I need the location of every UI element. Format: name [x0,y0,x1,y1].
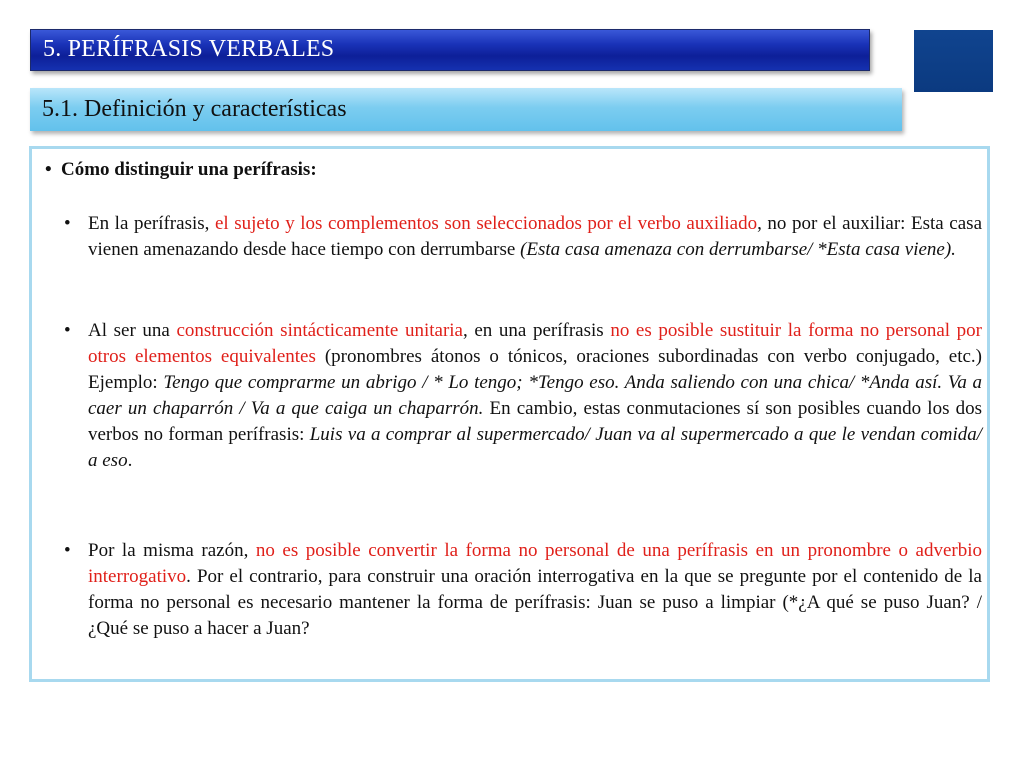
p2-text-a: Al ser una [88,320,177,341]
content-box [29,146,990,682]
paragraph-2 [64,318,983,474]
p3-highlight: no es posible convertir la forma no personal de una perífrasis en un pronombre o adverbio interrogativo [88,540,982,587]
p3-text-a: Por la misma razón, [88,540,256,561]
title-bar [30,29,870,71]
p3-text-c: . Por el contrario, para construir una oración interrogativa en la que se pregunte por el contenido de la forma no personal es necesario mantener la forma de perífrasis: Juan se puso a limpiar (*¿A qué se puso Juan? / ¿Qué se puso a hacer a Juan? [88,566,982,639]
p1-text-a: En la perífrasis, [88,213,215,234]
p2-example-1: Tengo que comprarme un abrigo / * Lo tengo; *Tengo eso. Anda saliendo con una chica/ *Anda así. Va a caer un chaparrón / Va a que caiga un chaparrón. [88,372,982,419]
accent-square [914,30,993,92]
slide-subtitle: 5.1. Definición y características [42,96,347,122]
paragraph-1 [64,211,982,263]
section-heading [45,159,317,181]
heading-text: Cómo distinguir una perífrasis: [61,159,317,180]
p1-example: (Esta casa amenaza con derrumbarse/ *Esta casa viene). [520,239,956,260]
p2-highlight-2: no es posible sustituir la forma no personal por otros elementos equivalentes [88,320,983,367]
p1-highlight: el sujeto y los complementos son seleccionados por el verbo auxiliado [214,213,758,234]
p2-example-2: Luis va a comprar al supermercado/ Juan va al supermercado a que le vendan comida/ a eso [88,424,982,471]
p2-highlight-1: construcción sintácticamente unitaria [176,320,463,341]
slide-title: 5. PERÍFRASIS VERBALES [43,36,335,62]
paragraph-3 [64,538,982,642]
p1-text-c: , no por el auxiliar: Esta casa vienen amenazando desde hace tiempo con derrumbarse [88,213,982,260]
p2-text-g: En cambio, estas conmutaciones sí son posibles cuando los dos verbos no forman perífrasis: [88,398,982,445]
bullet-3: • [64,540,71,561]
p2-text-e: (pronombres átonos o tónicos, oraciones subordinadas con verbo conjugado, etc.) Ejemplo: [88,346,983,393]
p2-text-c: , en una perífrasis [463,320,611,341]
heading-bullet: • [45,159,52,180]
bullet-1: • [64,213,71,234]
subtitle-bar [30,88,902,131]
bullet-2: • [64,320,71,341]
p2-text-i: . [127,450,133,471]
